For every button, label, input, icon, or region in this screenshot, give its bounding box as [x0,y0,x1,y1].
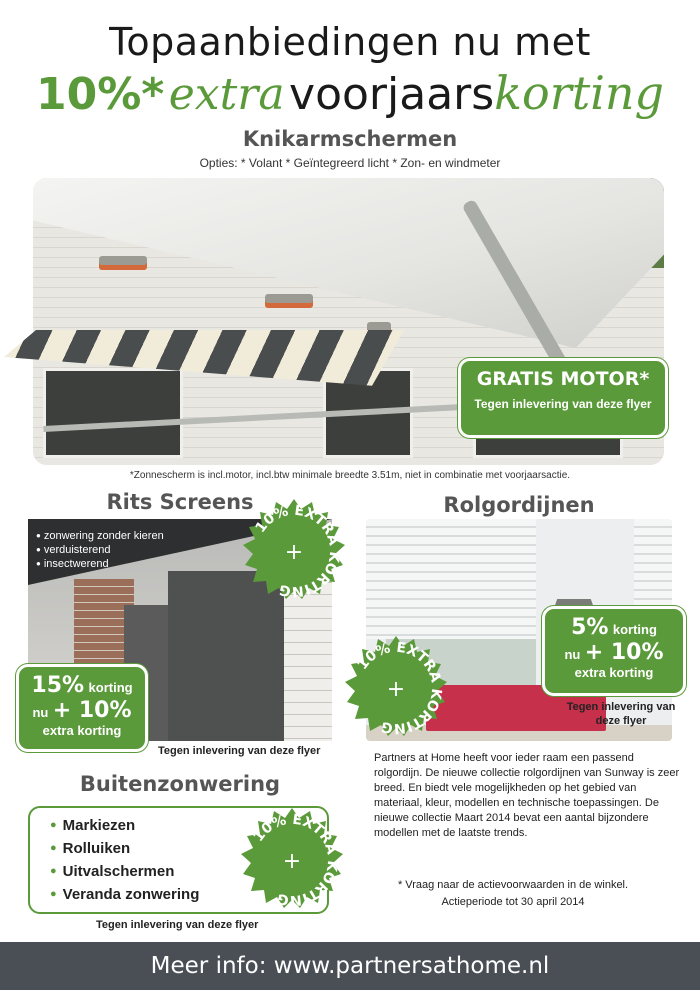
badge-text: 10% EXTRA KORTING [354,639,445,737]
list-item: ● Markiezen [50,814,327,837]
extra-korting-badge [242,499,346,603]
list-item: ● Veranda zonwering [50,883,327,906]
headline-extra: extra [168,69,285,120]
rits-discount-box [16,664,148,752]
extra-korting-badge [240,808,344,912]
footer-bar [0,942,700,990]
rits-features [36,529,164,571]
gratis-motor-promo [458,358,668,438]
badge-text: 10% EXTRA KORTING [252,502,343,600]
list-item: ● insectwerend [36,557,164,571]
actie-line1: * Vraag naar de actievoorwaarden in de winkel. [397,879,629,891]
buitenzonwering-title: Buitenzonwering [79,772,281,796]
rits-flyer-note: Tegen inlevering van deze flyer [158,745,321,757]
badge-plus: + [386,677,406,702]
headline-voorjaars: voorjaars [289,69,495,120]
gratis-motor-sub: Tegen inlevering van deze flyer [474,397,652,411]
footer-link[interactable]: Meer info: www.partnersathome.nl [150,953,550,979]
rits-korting: korting [88,680,133,695]
rits-plus-ten: + 10% [52,698,132,723]
badge-svg [344,636,448,740]
badge-plus: + [282,849,302,874]
list-item: ● Rolluiken [50,837,327,860]
badge-text: 10% EXTRA KORTING [250,811,341,909]
badge-svg [242,499,346,603]
rolg-plus-ten: + 10% [584,640,664,665]
rolg-pct: 5% [571,615,609,640]
headline-percent: 10%* [35,69,165,120]
buiten-flyer-note: Tegen inlevering van deze flyer [96,919,259,931]
headline-top: Topaanbiedingen nu met [109,20,591,64]
heater-icon [99,256,147,270]
rits-pct: 15% [31,673,85,698]
extra-korting-badge [344,636,448,740]
list-item: ● Uitvalschermen [50,860,327,883]
rolg-nu: nu [564,647,581,662]
rits-extra-korting: extra korting [42,723,122,738]
rolg-extra-korting: extra korting [574,665,654,680]
rits-nu: nu [32,705,49,720]
knikarm-title: Knikarmschermen [242,127,458,151]
knikarm-options: Opties: * Volant * Geïntegreerd licht * Zon- en windmeter [199,156,501,170]
rolgordijn-discount-box [542,606,686,696]
rolgordijnen-title: Rolgordijnen [443,493,595,517]
actie-line2: Actieperiode tot 30 april 2014 [441,896,585,908]
rolgordijn-description: Partners at Home heeft voor ieder raam een passend rolgordijn. De nieuwe collectie rolgordijnen van Sunway is zeer breed. En biedt vele mogelijkheden op het gebied van materiaal, kleur, modellen en technische toepassingen. De nieuwe collectie Maart 2014 bevat een aantal bijzondere modellen met de laatste trends. [374,752,680,839]
roller-blind [366,519,536,639]
knikarm-footnote: *Zonnescherm is incl.motor, incl.btw minimale breedte 3.51m, niet in combinatie met voorjaarsactie. [129,470,571,481]
gratis-motor-title: GRATIS MOTOR* [476,368,650,390]
actie-conditions [378,877,648,911]
list-item: ● verduisterend [36,543,164,557]
list-item: ● zonwering zonder kieren [36,529,164,543]
headline-offer [0,66,700,120]
rolg-korting: korting [612,622,657,637]
heater-icon [265,294,313,308]
headline-korting: korting [494,66,664,120]
rolg-flyer-note: Tegen inlevering van deze flyer [566,701,676,727]
rits-title: Rits Screens [106,490,254,514]
badge-plus: + [284,540,304,565]
window [43,368,183,458]
badge-svg [240,808,344,912]
